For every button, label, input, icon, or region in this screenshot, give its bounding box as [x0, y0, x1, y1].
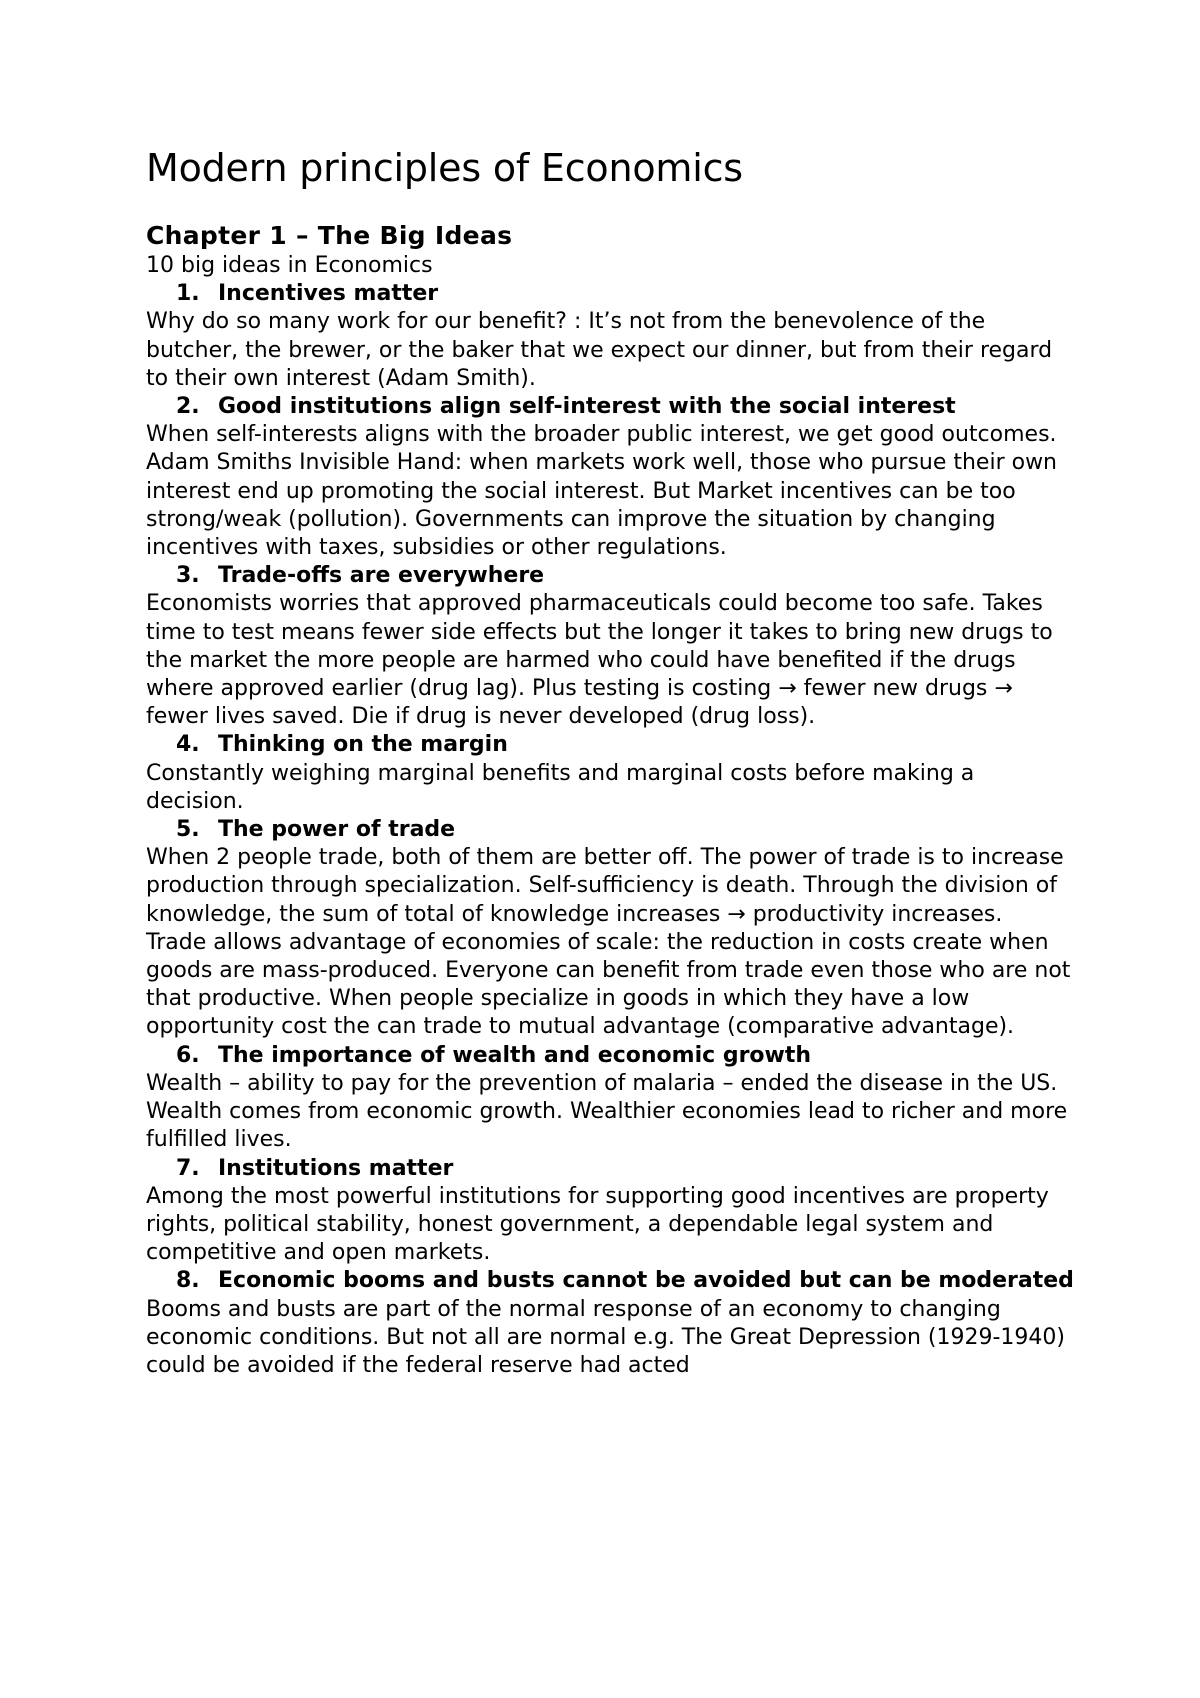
document-title: Modern principles of Economics — [146, 146, 743, 190]
idea-number: 1. — [176, 281, 200, 307]
idea-paragraph: Why do so many work for our benefit? : It’s not from the benevolence of the butcher, the brewer, or the baker that we expect our dinner, but from their regard to their own interest (Adam Smith). — [146, 309, 1053, 391]
idea-number: 6. — [176, 1042, 200, 1068]
document-page — [146, 140, 1076, 1380]
idea-paragraph: Booms and busts are part of the normal response of an economy to changing economic conditions. But not all are normal e.g. The Great Depression (1929-1940) could be avoided if the federal reserve had acted — [146, 1296, 1066, 1378]
idea-heading-text: Economic booms and busts cannot be avoided but can be moderated — [218, 1268, 1074, 1294]
idea-paragraph: When self-interests aligns with the broader public interest, we get good outcomes. Adam Smiths Invisible Hand: when markets work well, those who pursue their own interest end up promoting the social interest. But Market incentives can be too strong/weak (pollution). Governments can improve the situation by changing incentives with taxes, subsidies or other regulations. — [146, 422, 1058, 561]
idea-number: 4. — [176, 732, 200, 758]
idea-heading — [146, 816, 1076, 844]
idea-heading — [146, 1155, 1076, 1183]
idea-heading-text: The importance of wealth and economic growth — [218, 1042, 812, 1068]
idea-2 — [146, 393, 1076, 562]
idea-8 — [146, 1267, 1076, 1380]
idea-paragraph: When 2 people trade, both of them are better off. The power of trade is to increase production through specialization. Self-sufficiency is death. Through the division of knowledge, the sum of total of knowledge increases → productivity increases. — [146, 845, 1064, 927]
idea-heading — [146, 1042, 1076, 1070]
idea-5 — [146, 816, 1076, 1042]
idea-6 — [146, 1042, 1076, 1155]
idea-heading-text: Incentives matter — [218, 281, 439, 307]
idea-heading — [146, 731, 1076, 759]
idea-paragraph: Wealth – ability to pay for the prevention of malaria – ended the disease in the US. Wealth comes from economic growth. Wealthier economies lead to richer and more fulfilled lives. — [146, 1070, 1068, 1153]
idea-number: 8. — [176, 1268, 200, 1294]
idea-7 — [146, 1155, 1076, 1268]
idea-number: 7. — [176, 1155, 200, 1181]
idea-heading-text: The power of trade — [218, 817, 456, 843]
idea-paragraph: Economists worries that approved pharmaceuticals could become too safe. Takes time to test means fewer side effects but the longer it takes to bring new drugs to the market the more people are harmed who could have benefited if the drugs where approved earlier (drug lag). Plus testing is costing → fewer new drugs → fewer lives saved. Die if drug is never developed (drug loss). — [146, 591, 1053, 730]
idea-4 — [146, 731, 1076, 816]
idea-number: 2. — [176, 394, 200, 420]
idea-heading — [146, 1267, 1076, 1295]
idea-1 — [146, 280, 1076, 393]
idea-heading — [146, 280, 1076, 308]
idea-heading — [146, 393, 1076, 421]
chapter-heading: Chapter 1 – The Big Ideas — [146, 221, 513, 250]
idea-heading-text: Good institutions align self-interest with the social interest — [218, 394, 956, 420]
idea-heading — [146, 562, 1076, 590]
idea-heading-text: Thinking on the margin — [218, 732, 508, 758]
idea-paragraph: Among the most powerful institutions for supporting good incentives are property rights, political stability, honest government, a dependable legal system and competitive and open markets. — [146, 1183, 1049, 1266]
idea-heading-text: Institutions matter — [218, 1155, 454, 1181]
idea-number: 3. — [176, 563, 200, 589]
idea-heading-text: Trade-offs are everywhere — [218, 563, 545, 589]
idea-paragraph: Trade allows advantage of economies of scale: the reduction in costs create when goods are mass-produced. Everyone can benefit from trade even those who are not that productive. When people specialize in goods in which they have a low opportunity cost the can trade to mutual advantage (comparative advantage). — [146, 929, 1071, 1040]
idea-paragraph: Constantly weighing marginal benefits and marginal costs before making a decision. — [146, 760, 975, 814]
intro-text: 10 big ideas in Economics — [146, 253, 433, 278]
idea-3 — [146, 562, 1076, 731]
idea-number: 5. — [176, 817, 200, 843]
